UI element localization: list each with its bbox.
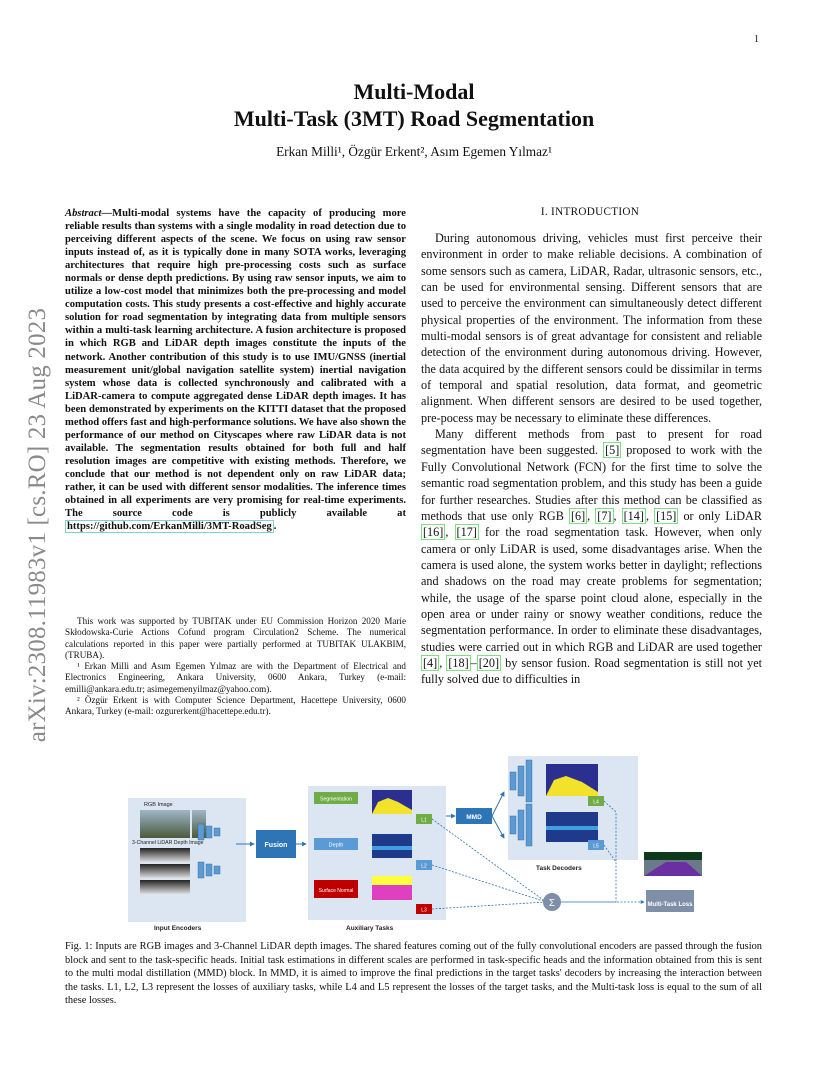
citation-link[interactable]: [6] xyxy=(570,508,586,523)
lidar-image-label: 3-Channel LiDAR Depth Image xyxy=(132,840,204,846)
intro-text: for the road segmentation task. However, when only camera or only LiDAR is used, some disadvantages arise. When the camera is used alone, the system works better in daylight; reflections and shadows on the road may create problems for segmentation; while, the usage of the sparse point cloud alone, especially in the open area or under rainy or snowy weather conditions, reduce the segmentation performance. In order to eliminate these disadvantages, studies were carried out in which RGB and LiDAR are used together xyxy=(421,525,763,654)
citation-link[interactable]: [14] xyxy=(623,508,644,523)
surface-normal-label: Surface Normal xyxy=(318,888,354,894)
intro-text: proposed to work with the Fully Convolutional Network (FCN) for the first time to solve the semantic road segmentation problem, and this study has been a guide for further researches. Studies after this method can be classified as methods that use only RGB xyxy=(421,443,763,523)
intro-text: or only LiDAR xyxy=(678,508,762,523)
arxiv-identifier: arXiv:2308.11983v1 [cs.RO] 23 Aug 2023 xyxy=(24,307,51,743)
auxiliary-tasks-label: Auxiliary Tasks xyxy=(346,925,394,932)
l1-label: L1 xyxy=(421,817,427,824)
page-number: 1 xyxy=(754,34,759,45)
segmentation-label: Segmentation xyxy=(319,796,353,803)
arrow xyxy=(492,816,504,838)
intro-paragraph-1: During autonomous driving, vehicles must first perceive their environment in order to make reliable decisions. A combination of some sensors such as camera, LiDAR, Radar, ultrasonic sensors, etc., can be used for environmental sensing. Different sensors that are used to perceive the environment can simultaneously detect different physical properties of the environment. The information from these multi-modal sensors is of great advantage for consistent and reliable detection of the environment during autonomous driving. However, the data acquired by the different sensors could be dissimilar in terms of temporal and spatial resolution, data format, and geometric alignment. When different sensors are desired to be used together, pre-pocess may be necessary to eliminate these differences. xyxy=(421,231,762,425)
citation-link[interactable]: [7] xyxy=(597,508,612,523)
citation-link[interactable]: [17] xyxy=(456,525,477,540)
l4-label: L4 xyxy=(593,799,599,806)
citation-link[interactable]: [16] xyxy=(423,525,444,540)
title-line-1: Multi-Modal xyxy=(353,79,475,104)
citation-link[interactable]: [20] xyxy=(478,655,500,670)
surface-normal-output xyxy=(372,876,412,885)
depth-output xyxy=(372,846,412,850)
footnote-affiliation-2: ² Özgür Erkent is with Computer Science Department, Hacettepe University, 0600 Ankara, Turkey (e-mail: ozgurerkent@hacettepe.edu.tr). xyxy=(65,695,406,717)
rgb-image xyxy=(140,810,190,838)
introduction-body xyxy=(421,230,762,688)
multi-task-loss-label: Multi-Task Loss xyxy=(647,902,693,908)
lidar-depth-image xyxy=(140,864,190,878)
footnote-funding: This work was supported by TUBITAK under EU Commission Horizon 2020 Marie Skłodowska-Curie Actions Cofund program Circulation2 Scheme. The numerical calculations reported in this paper were partially performed at TUBITAK ULAKBIM, (TRUBA). xyxy=(65,616,406,660)
fusion-label: Fusion xyxy=(264,842,288,849)
footnote-affiliation-1: ¹ Erkan Milli and Asım Egemen Yılmaz are with the Department of Electrical and Electronics Engineering, Ankara University, 0600 Ankara, Turkey (e-mail: emilli@ankara.edu.tr; asimegemenyilmaz@yahoo.com). xyxy=(65,661,406,694)
sum-symbol: Σ xyxy=(548,898,556,909)
lidar-depth-image xyxy=(140,848,190,862)
citation-link[interactable]: [18] xyxy=(448,655,469,670)
multi-task-loss xyxy=(646,890,694,912)
architecture-figure xyxy=(126,752,706,934)
figure-caption: Fig. 1: Inputs are RGB images and 3-Channel LiDAR depth images. The shared features coming out of the fully convolutional encoders are passed through the fusion block and sent to the task-specific heads. Initial task estimations in different scales are performed in task-specific heads and the information obtained from this is sent to the multi modal distillation (MMD) block. In MMD, it is aimed to improve the final predictions in the target tasks' decoders by increasing the interaction between the tasks. L1, L2, L3 represent the losses of auxiliary tasks, while L4 and L5 represent the losses of the target tasks, and the Multi-task loss is equal to the sum of all these losses. xyxy=(65,941,762,1007)
authors: Erkan Milli¹, Özgür Erkent², Asım Egemen Yılmaz¹ xyxy=(276,144,552,159)
intro-text: by sensor fusion. Road segmentation is still not yet fully solved due to difficulties in xyxy=(421,655,763,687)
rgb-image-label: RGB Image xyxy=(144,802,173,808)
depth-label: Depth xyxy=(328,842,344,849)
l3-label: L3 xyxy=(421,907,427,914)
citation-link[interactable]: [5] xyxy=(605,443,620,458)
l2-label: L2 xyxy=(421,863,427,870)
intro-paragraph-2: Many different methods from past to present for road segmentation have been suggested. [5] proposed to work with the Fully Convolutional Network (FCN) for the first time to solve the semantic road segmentation problem, and this study has been a guide for further researches. Studies after this method can be classified as methods that use only RGB [6] , [7] , [14] , [15] or only LiDAR [16] , [17] for the road segmentation task. However, when only camera or only LiDAR is used, some disadvantages arise. When the camera is used alone, the system works better in daylight; reflections and shadows on the road may create problems for segmentation; while, the usage of the sparse point cloud alone, especially in the open area or under rainy or snowy weather conditions, reduce the segmentation performance. In order to eliminate these disadvantages, studies were carried out in which RGB and LiDAR are used together [4] , [18] – [20] by sensor fusion. Road segmentation is still not yet fully solved due to difficulties in xyxy=(421,427,763,687)
footnotes xyxy=(65,616,406,718)
l5-label: L5 xyxy=(593,843,599,850)
input-encoders-label: Input Encoders xyxy=(154,925,202,932)
mmd-label: MMD xyxy=(466,814,482,821)
title-line-2: Multi-Task (3MT) Road Segmentation xyxy=(233,106,595,131)
citation-link[interactable]: [15] xyxy=(656,508,677,523)
abstract: Abstract—Multi-modal systems have the capacity of producing more reliable results than systems with a single modality in road detection due to perceiving different aspects of the scene. We focus on using raw sensor inputs instead of, as it is typically done in many SOTA works, leveraging architectures that require high pre-processing costs such as surface normals or dense depth predictions. By using raw sensor inputs, we aim to utilize a low-cost model that minimizes both the pre-processing and model computation costs. This study presents a cost-effective and highly accurate solution for road segmentation by integrating data from multiple sensors within a multi-task learning architecture. A fusion architecture is proposed in which RGB and LiDAR depth images constitute the inputs of the network. Another contribution of this study is to use IMU/GNSS (inertial measurement unit/global navigation satellite system) inertial navigation system whose data is collected synchronously and calibrated with a LiDAR-camera to compute aggregated dense LiDAR depth images. It has been demonstrated by experiments on the KITTI dataset that the proposed method offers fast and high-performance solutions. We have also shown the performance of our method on Cityscapes where raw LiDAR data is not available. The segmentation results obtained for both full and half resolution images are competitive with existing methods. Therefore, we conclude that our method is not dependent only on raw LiDAR data; rather, it can be used with different sensor modalities. The inference times obtained in all experiments are very promising for real-time experiments. The source code is publicly available at https://github.com/ErkanMilli/3MT-RoadSeg . xyxy=(65,208,406,533)
depth-decoder-output xyxy=(546,826,598,830)
task-decoders-label: Task Decoders xyxy=(536,865,582,872)
intro-text: Many different methods from past to present for road segmentation have been suggested. xyxy=(421,427,762,458)
citation-link[interactable]: [4] xyxy=(423,655,438,670)
source-code-link[interactable]: https://github.com/ErkanMilli/3MT-RoadSeg xyxy=(67,521,272,533)
lidar-depth-image xyxy=(140,880,190,894)
scene-thumbnail xyxy=(644,852,702,860)
section-heading: I. INTRODUCTION xyxy=(540,206,640,218)
arrow xyxy=(492,792,504,816)
paper-title xyxy=(0,78,828,132)
abstract-label: Abstract xyxy=(65,208,102,219)
abstract-text: —Multi-modal systems have the capacity of producing more reliable results than systems with a single modality in road detection due to perceiving different aspects of the scene. We focus on using raw sensor inputs instead of, as it is typically done in many SOTA works, leveraging architectures that require high pre-processing costs such as surface normals or dense depth predictions. By using raw sensor inputs, we aim to utilize a low-cost model that minimizes both the pre-processing and model computation costs. This study presents a cost-effective and highly accurate solution for road segmentation by integrating data from multiple sensors within a multi-task learning architecture. A fusion architecture is proposed in which RGB and LiDAR depth images constitute the inputs of the network. Another contribution of this study is to use IMU/GNSS (inertial measurement unit/global navigation satellite system) inertial navigation system whose data is collected synchronously and calibrated with a LiDAR-camera to compute aggregated dense LiDAR depth images. It has been demonstrated by experiments on the KITTI dataset that the proposed method offers fast and high-performance solutions. We have also shown the performance of our method on Cityscapes where raw LiDAR data is not available. The segmentation results obtained for both full and half resolution images are competitive with existing methods. Therefore, we conclude that our method is not dependent only on raw LiDAR data; rather, it can be used with different sensor modalities. The inference times obtained in all experiments are very promising for real-time experiments. The source code is publicly available at xyxy=(65,208,406,520)
